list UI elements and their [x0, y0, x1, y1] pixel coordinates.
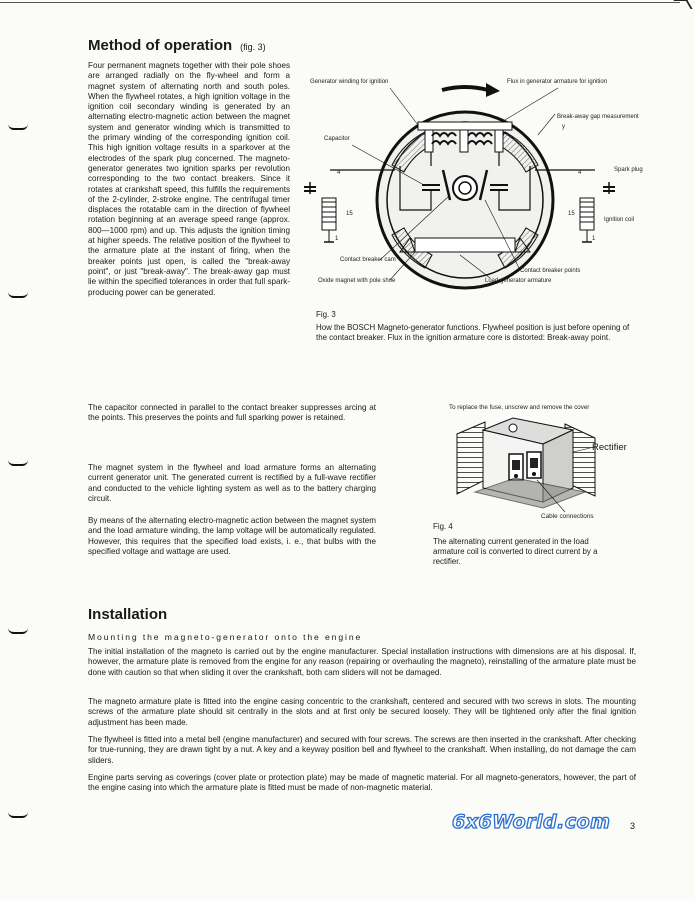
heading-text: Method of operation	[88, 37, 233, 54]
label-num-1-left: 1	[335, 236, 339, 242]
fig4-rectifier-label: Rectifier	[592, 442, 627, 453]
label-flux: Flux in generator armature for ignition	[507, 79, 608, 85]
label-spark-plug: Spark plug	[614, 167, 643, 173]
paragraph-regulation: By means of the alternating electro-magnetic action between the magnet system and the load armature winding, the lamp voltage will be automatically regulated. However, this requires that the specified load exists, i. e., that bulbs with the specified voltage and wattage are used.	[88, 516, 376, 556]
label-load-generator-armature: Load generator armature	[485, 278, 552, 284]
label-oxide-magnet: Oxide magnet with pole shoe	[318, 278, 396, 284]
fig4-top-note: To replace the fuse, unscrew and remove the cover	[449, 404, 590, 411]
label-num-4-left: 4	[337, 170, 341, 176]
section-heading-method	[88, 37, 266, 54]
label-capacitor: Capacitor	[324, 136, 350, 142]
fig4-cable-connections-label: Cable connections	[541, 513, 594, 520]
paragraph-install-4: Engine parts serving as coverings (cover plate or protection plate) may be made of magnetic material. For all magneto-generators, however, the part of the engine casing into which the armature plate is fitted must be made of non-magnetic material.	[88, 773, 636, 793]
label-num-15-right: 15	[568, 211, 575, 217]
label-contact-breaker-points: Contact breaker points	[520, 268, 581, 274]
label-contact-breaker-cam: Contact breaker cam	[340, 257, 396, 263]
label-ignition-coil: Ignition coil	[604, 217, 635, 223]
watermark-logo: 6x6World.com	[452, 811, 611, 833]
fig4-caption: The alternating current generated in the load armature coil is converted to direct current by a rectifier.	[433, 537, 598, 567]
heading-ref: (fig. 3)	[240, 42, 266, 52]
binding-mark	[8, 628, 28, 634]
paragraph-install-3: The flywheel is fitted into a metal bell (engine manufacturer) and secured with four screws. The screws are then inserted in the crankshaft. After checking for true-running, they are drawn tight by a nut. A key and a keyway position bell and flywheel to the crankshaft. When installing, do not damage the cam sliders.	[88, 735, 636, 765]
label-breakaway-gap: Break-away gap measurement	[557, 114, 639, 120]
fig4-label: Fig. 4	[433, 522, 453, 531]
paragraph-magnet-system: The magnet system in the flywheel and load armature forms an alternating current generator unit. The generated current is rectified by a full-wave rectifier and conducted to the vehicle lighting system as well as to the battery charging circuit.	[88, 463, 376, 503]
binding-mark	[8, 812, 28, 818]
paragraph-capacitor: The capacitor connected in parallel to the contact breaker suppresses arcing at the points. This preserves the points and full sparking power is retained.	[88, 403, 376, 423]
binding-mark	[8, 460, 28, 466]
section-heading-installation: Installation	[88, 606, 168, 623]
label-letter-y: y	[562, 124, 565, 130]
paragraph-install-1: The initial installation of the magneto is carried out by the engine manufacturer. Special installation instructions with dimensions are at his disposal. If, however, the armature plate is removed from the engine for any reason (repairing or overhauling the magneto), reinstalling of the armature plate must be done with caution so that when sliding it over the crankshaft, both cam sliders will not be damaged.	[88, 647, 636, 677]
subheading-mounting: Mounting the magneto-generator onto the engine	[88, 632, 363, 642]
paragraph-method: Four permanent magnets together with their pole shoes are arranged radially on the fly-wheel and form a magnet system of alternating north and south poles. When the flywheel rotates, a high ignition voltage in the ignition coil secondary winding is generated by an alternating electro-magnetic action between the magnet system and generator winding which is transmitted to the primary winding of the corresponding ignition coil. This high ignition voltage results in a sparkover at the electrodes of the spark plug concerned. The magneto-generator generates two ignition sparks per revolution corresponding to the two contact breakers. Since it rotates at crankshaft speed, this fulfills the requirements of the 2-cylinder, 2-stroke engine. The centrifugal timer displaces the rotatable cam in the direction of flywheel rotation beginning at an average speed range (approx. 800—1000 rpm) and up. This adjusts the ignition timing at higher speeds. The relative position of the flywheel to the armature plate at the instant of firing, when the breaker points just open, is called the "break-away point", or just "break-away". The break-away gap must lie within the specified tolerances in order that full spark-producing power can be generated.	[88, 61, 290, 297]
label-num-4-right: 4	[578, 170, 582, 176]
label-num-15-left: 15	[346, 211, 353, 217]
page-number: 3	[630, 821, 636, 831]
page-edge-line	[0, 2, 680, 3]
fig3-caption: How the BOSCH Magneto-generator functions. Flywheel position is just before opening of the contact breaker. Flux in the ignition armature core is distorted: Break-away point.	[316, 323, 630, 343]
binding-mark	[8, 292, 28, 298]
paragraph-install-2: The magneto armature plate is fitted into the engine casing concentric to the crankshaft, centered and secured with two screws in slots. The mounting screws of the armature plate should sit centrally in the slots and at first only be secured loosely. They will be tightened only after the final ignition adjustment has been made.	[88, 697, 636, 727]
fig3-label: Fig. 3	[316, 310, 336, 319]
label-num-1-right: 1	[592, 236, 596, 242]
binding-mark	[8, 124, 28, 130]
label-generator-winding: Generator winding for ignition	[310, 79, 389, 85]
figure-4-rectifier-illustration	[455, 412, 605, 522]
figure-3-diagram	[300, 70, 658, 300]
corner-mark	[673, 0, 692, 9]
